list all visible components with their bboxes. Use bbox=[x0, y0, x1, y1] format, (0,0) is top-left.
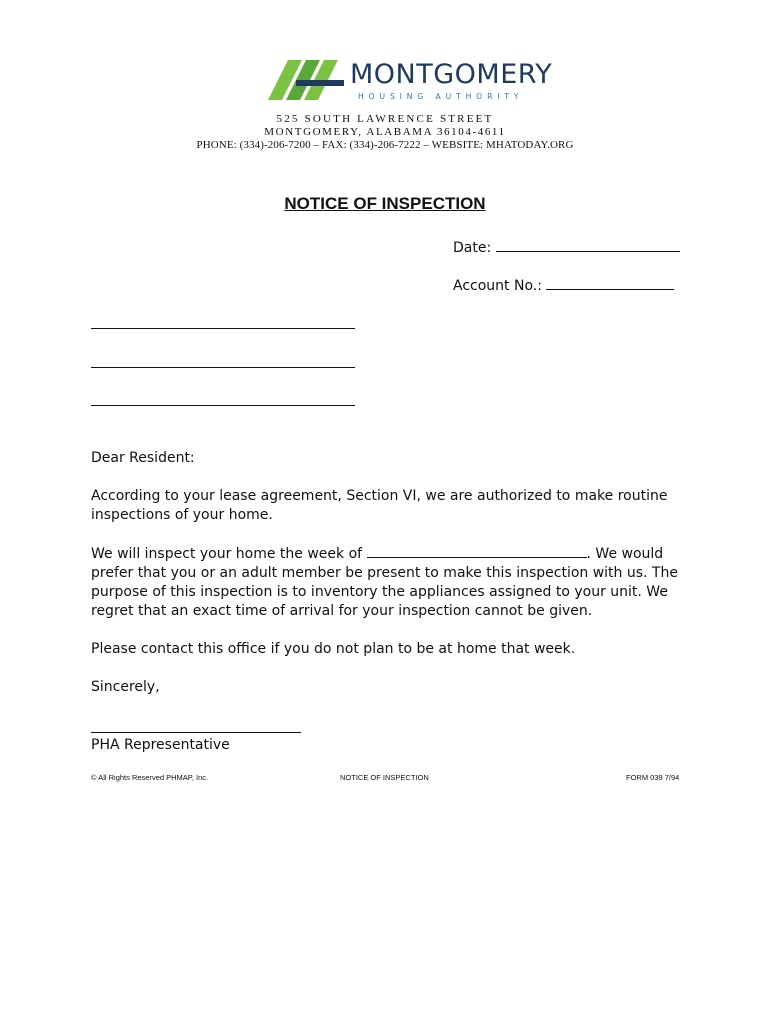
address-blank-line-1 bbox=[91, 328, 355, 329]
inspection-text-end: . We would prefer that you or an adult member be present to make this inspection with us. The purpose of this inspection is to inventory the appliances assigned to your unit. We regret that an exact time of arrival for your inspection cannot be given. bbox=[91, 546, 678, 619]
inspection-text-start: We will inspect your home the week of bbox=[91, 546, 363, 562]
paragraph-contact: Please contact this office if you do not plan to be at home that week. bbox=[91, 641, 576, 657]
footer-copyright: © All Rights Reserved PHMAP, Inc. bbox=[91, 773, 209, 782]
account-field bbox=[453, 275, 674, 294]
date-label: Date: bbox=[453, 240, 492, 256]
address-city: MONTGOMERY, ALABAMA 36104-4611 bbox=[264, 126, 506, 138]
closing: Sincerely, bbox=[91, 679, 160, 695]
signature-label: PHA Representative bbox=[91, 737, 230, 753]
address-blank-line-3 bbox=[91, 405, 355, 406]
paragraph-inspection bbox=[91, 544, 691, 621]
footer-title: NOTICE OF INSPECTION bbox=[340, 773, 429, 782]
contact-line: PHONE: (334)-206-7200 – FAX: (334)-206-7222 – WEBSITE: MHATODAY.ORG bbox=[196, 139, 574, 151]
housing-authority-logo bbox=[266, 58, 553, 104]
document-title: NOTICE OF INSPECTION bbox=[284, 194, 486, 213]
logo-mark-icon bbox=[266, 58, 348, 102]
account-label: Account No.: bbox=[453, 278, 542, 294]
address-street: 525 SOUTH LAWRENCE STREET bbox=[276, 113, 494, 125]
date-field bbox=[453, 237, 680, 256]
footer-form-number: FORM 039 7/94 bbox=[626, 773, 680, 782]
salutation: Dear Resident: bbox=[91, 450, 195, 466]
inspection-week-blank bbox=[367, 544, 587, 558]
address-blank-line-2 bbox=[91, 367, 355, 368]
date-blank bbox=[496, 237, 680, 252]
logo-subtitle: HOUSING AUTHORITY bbox=[358, 92, 524, 101]
account-blank bbox=[546, 275, 674, 290]
paragraph-lease: According to your lease agreement, Section VI, we are authorized to make routine inspections of your home. bbox=[91, 488, 668, 523]
logo-name: MONTGOMERY bbox=[350, 59, 553, 90]
signature-line bbox=[91, 732, 301, 733]
